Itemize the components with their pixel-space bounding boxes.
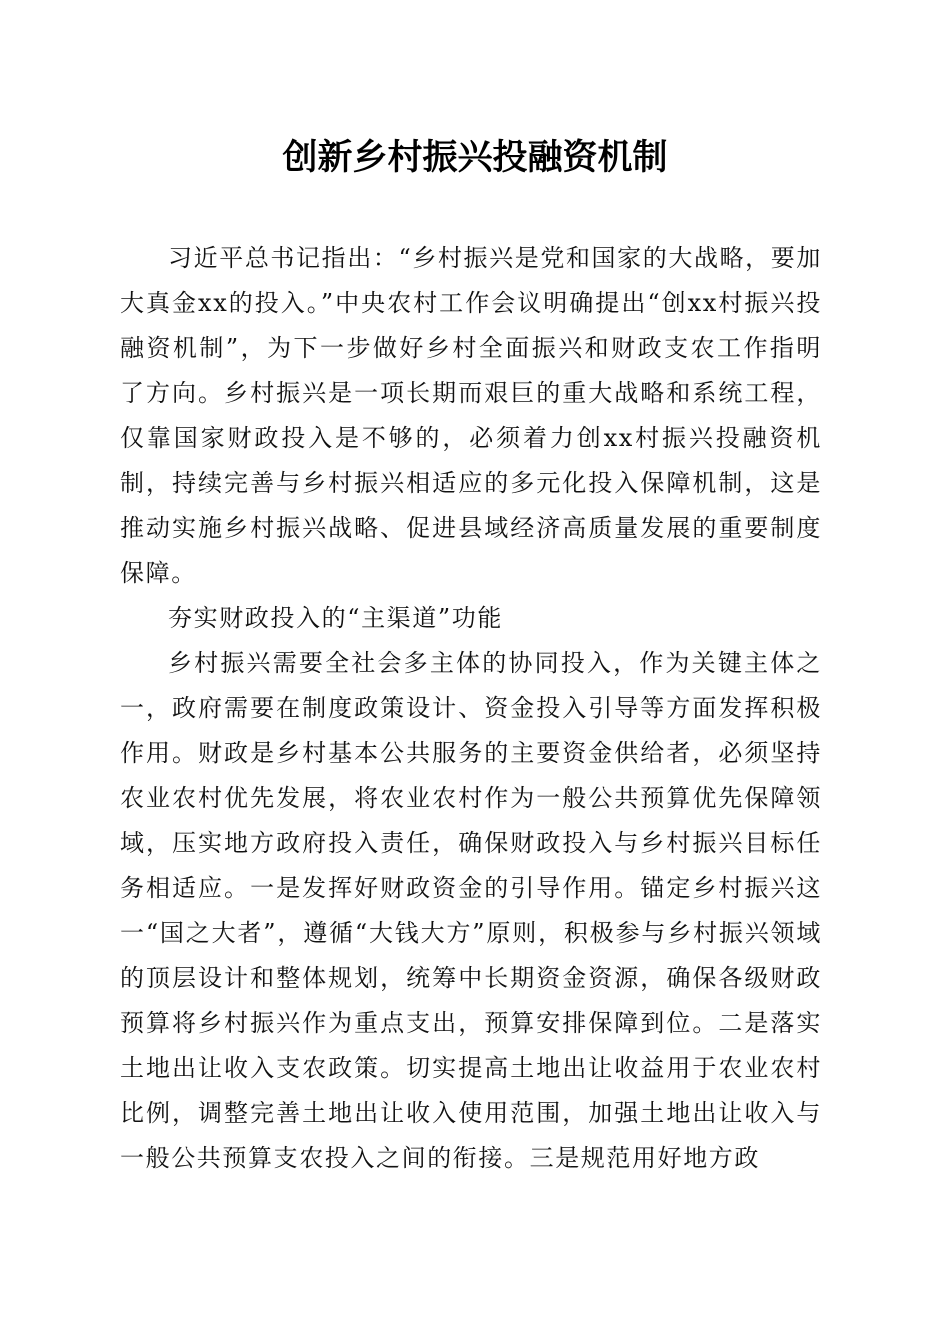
section-heading: 夯实财政投入的“主渠道”功能 [168, 604, 503, 632]
document-body [120, 236, 822, 1181]
paragraph-intro: 习近平总书记指出：“乡村振兴是党和国家的大战略，要加大真金xx的投入。”中央农村工作会议明确提出“创xx村振兴投融资机制”，为下一步做好乡村全面振兴和财政支农工作指明了方向。乡村振兴是一项长期而艰巨的重大战略和系统工程，仅靠国家财政投入是不够的，必须着力创xx村振兴投融资机制，持续完善与乡村振兴相适应的多元化投入保障机制，这是推动实施乡村振兴战略、促进县域经济高质量发展的重要制度保障。 [120, 244, 822, 587]
paragraph-fiscal-investment: 乡村振兴需要全社会多主体的协同投入，作为关键主体之一，政府需要在制度政策设计、资金投入引导等方面发挥积极作用。财政是乡村基本公共服务的主要资金供给者，必须坚持农业农村优先发展，将农业农村作为一般公共预算优先保障领域，压实地方政府投入责任，确保财政投入与乡村振兴目标任务相适应。一是发挥好财政资金的引导作用。锚定乡村振兴这一“国之大者”，遵循“大钱大方”原则，积极参与乡村振兴领域的顶层设计和整体规划，统筹中长期资金资源，确保各级财政预算将乡村振兴作为重点支出，预算安排保障到位。二是落实土地出让收入支农政策。切实提高土地出让收益用于农业农村比例，调整完善土地出让收入使用范围，加强土地出让收入与一般公共预算支农投入之间的衔接。三是规范用好地方政 [120, 649, 822, 1172]
document-title: 创新乡村振兴投融资机制 [282, 137, 668, 178]
